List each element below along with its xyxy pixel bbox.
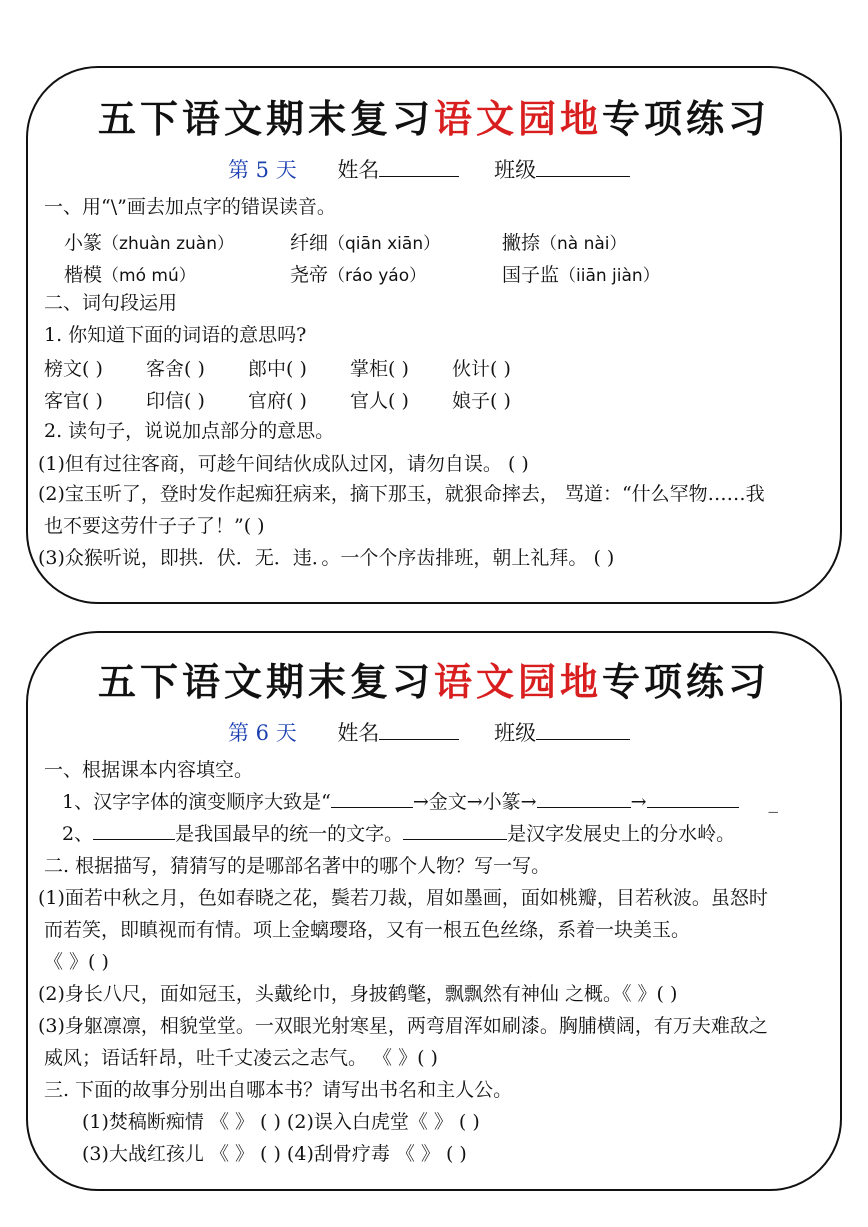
story-row: (3)大战红孩儿 《 》 ( ) (4)刮骨疗毒 《 》 ( )	[82, 1143, 467, 1165]
worksheet-card-day6	[26, 631, 842, 1191]
card-title: 五下语文期末复习语文园地专项练习	[97, 659, 771, 704]
description-item: (3)身躯凛凛，相貌堂堂。一双眼光射寒星，两弯眉浑如刷漆。胸脯横阔，有万夫难敌之	[38, 1015, 768, 1037]
answer-blank[interactable]	[93, 821, 175, 840]
student-info-row	[228, 717, 630, 747]
question-text: 2. 读句子，说说加点部分的意思。	[44, 420, 335, 442]
word-item: 客舍( )	[146, 358, 205, 380]
answer-blank[interactable]	[331, 789, 413, 808]
section-heading: 二、词句段运用	[44, 292, 178, 314]
title-highlight: 语文园地	[433, 96, 602, 141]
name-label: 姓名	[337, 721, 380, 745]
answer-blank[interactable]	[403, 821, 507, 840]
description-item: (2)身长八尺，面如冠玉，头戴纶巾，身披鹤氅，飘飘然有神仙 之概。《 》( )	[38, 983, 678, 1005]
fill-item: 2、 是我国最早的统一的文字。 是汉字发展史上的分水岭。	[62, 823, 736, 845]
story-row: (1)焚稿断痴情 《 》 ( ) (2)误入白虎堂《 》 ( )	[82, 1111, 480, 1133]
pinyin-item: 纤细（qiān xiān）	[290, 232, 441, 254]
card-title: 五下语文期末复习语文园地专项练习	[97, 96, 771, 141]
fill-item: 1、汉字字体的演变顺序大致是“ →金文→小篆→ → _	[62, 791, 778, 813]
section-heading: 一、根据课本内容填空。	[44, 759, 254, 781]
word-item: 榜文( )	[44, 358, 103, 380]
sentence-item: (2)宝玉听了，登时发作起痴狂病来，摘下那玉，就狠命摔去， 骂道：“什么罕物……我	[38, 483, 765, 505]
word-item: 娘子( )	[452, 390, 511, 412]
sentence-item: (1)但有过往客商，可趁午间结伙成队过冈，请勿自误。 ( )	[38, 453, 529, 475]
title-highlight: 语文园地	[433, 659, 602, 704]
student-info-row	[228, 154, 630, 184]
pinyin-item: 撇捺（nà nài）	[502, 232, 627, 254]
pinyin-item: 楷模（mó mú）	[64, 264, 196, 286]
word-item: 官人( )	[350, 390, 409, 412]
pinyin-item: 尧帝（ráo yáo）	[290, 264, 427, 286]
name-label: 姓名	[337, 158, 380, 182]
worksheet-card-day5	[26, 66, 842, 604]
description-item: 威风；语话轩昂，吐千丈凌云之志气。 《 》( )	[44, 1047, 438, 1069]
day-label: 第 6 天	[228, 721, 297, 745]
answer-parens: 《 》( )	[44, 951, 109, 973]
sentence-item: 也不要这劳什子子了！”( )	[44, 515, 265, 537]
word-item: 掌柜( )	[350, 358, 409, 380]
name-blank[interactable]	[379, 158, 459, 177]
section-heading: 一、用“\”画去加点字的错误读音。	[44, 196, 336, 218]
word-item: 郎中( )	[248, 358, 307, 380]
class-label: 班级	[494, 721, 537, 745]
section-heading: 二. 根据描写，猜猜写的是哪部名著中的哪个人物？写一写。	[44, 855, 551, 877]
description-item: 而若笑，即瞋视而有情。项上金螭璎珞，又有一根五色丝绦，系着一块美玉。	[44, 919, 691, 941]
name-blank[interactable]	[379, 721, 459, 740]
sentence-item: (3)众猴听说，即拱．伏．无．违．。一个个序齿排班，朝上礼拜。 ( )	[38, 547, 615, 569]
description-item: (1)面若中秋之月，色如春晓之花，鬓若刀裁，眉如墨画，面如桃瓣，目若秋波。虽怒时	[38, 887, 768, 909]
answer-blank[interactable]	[647, 789, 739, 808]
question-text: 1. 你知道下面的词语的意思吗?	[44, 324, 307, 346]
section-heading: 三. 下面的故事分别出自哪本书？请写出书名和主人公。	[44, 1079, 513, 1101]
pinyin-item: 小篆（zhuàn zuàn）	[64, 232, 234, 254]
word-item: 印信( )	[146, 390, 205, 412]
pinyin-item: 国子监（iiān jiàn）	[502, 264, 660, 286]
word-item: 客官( )	[44, 390, 103, 412]
class-label: 班级	[494, 158, 537, 182]
word-item: 官府( )	[248, 390, 307, 412]
class-blank[interactable]	[536, 158, 630, 177]
word-item: 伙计( )	[452, 358, 511, 380]
class-blank[interactable]	[536, 721, 630, 740]
answer-blank[interactable]	[537, 789, 631, 808]
day-label: 第 5 天	[228, 158, 297, 182]
